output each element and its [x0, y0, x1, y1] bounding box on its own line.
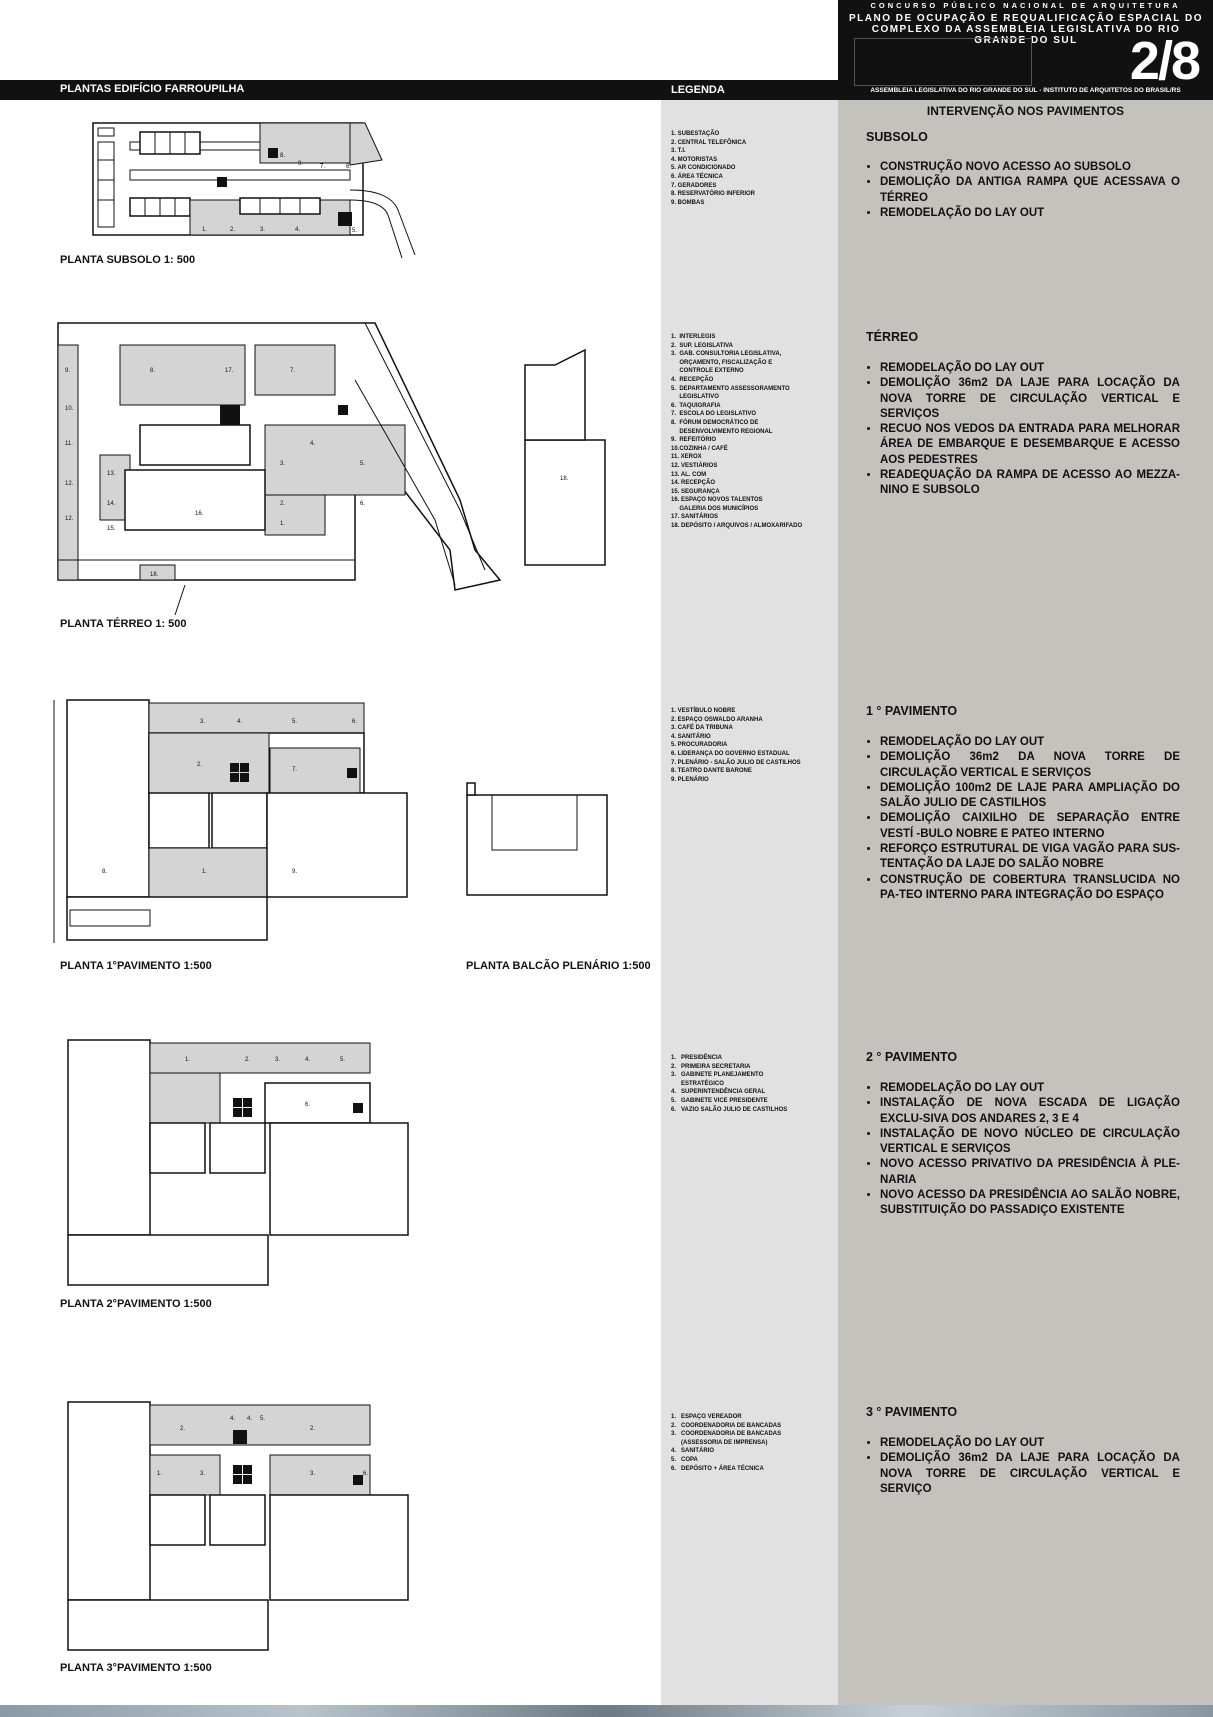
legend-item: 1. PRESIDÊNCIA	[671, 1055, 723, 1061]
svg-text:6.: 6.	[305, 1102, 311, 1108]
svg-text:2.: 2.	[280, 501, 286, 507]
notes-subsolo-list	[866, 160, 1180, 221]
legend-item: 5. AR CONDICIONADO	[671, 165, 736, 172]
terreo-floor-plan	[55, 320, 569, 620]
legend-item: 12. VESTIÁRIOS	[671, 462, 718, 469]
svg-text:17.: 17.	[225, 368, 234, 374]
project-title-line-1: PLANO DE OCUPAÇÃO E REQUALIFICAÇÃO ESPACIAL DO	[848, 13, 1203, 24]
note-item: • DEMOLIÇÃO 100m2 DE LAJE PARA AMPLIAÇÃO DO SALÃO JULIO DE CASTILHOS	[880, 781, 1180, 812]
legend-item: ESTRATÉGICO	[671, 1080, 724, 1087]
pavimento-3-plan-label: PLANTA 3°PAVIMENTO 1:500	[60, 1662, 212, 1674]
notes-pavimento-1-title: 1 ° PAVIMENTO	[866, 704, 958, 718]
svg-text:5.: 5.	[352, 228, 358, 234]
pavimento-1-floor-plan	[52, 698, 612, 948]
legend-item: 3. GABINETE PLANEJAMENTO	[671, 1072, 764, 1079]
institutions-line: ASSEMBLEIA LEGISLATIVA DO RIO GRANDE DO SUL - INSTITUTO DE ARQUITETOS DO BRASIL/RS	[870, 87, 1181, 94]
svg-text:1.: 1.	[185, 1057, 191, 1063]
legend-item: 6. DEPÓSITO + ÁREA TÉCNICA	[671, 1465, 764, 1472]
legend-item: 6. LIDERANÇA DO GOVERNO ESTADUAL	[671, 750, 790, 757]
legend-item: 4. SANITÁRIO	[671, 1448, 715, 1455]
notes-title: INTERVENÇÃO NOS PAVIMENTOS	[926, 104, 1125, 118]
notes-subsolo-title: SUBSOLO	[866, 130, 928, 144]
legend-item: 5. GABINETE VICE PRESIDENTE	[671, 1097, 768, 1104]
svg-text:6.: 6.	[346, 164, 352, 170]
legend-item: 15. SEGURANÇA	[671, 488, 720, 495]
legend-item: 5. DEPARTAMENTO ASSESSORAMENTO	[671, 385, 790, 392]
legend-item: 8. FÓRUM DEMOCRÁTICO DE	[671, 419, 759, 426]
svg-text:5.: 5.	[292, 719, 298, 725]
svg-text:1.: 1.	[202, 227, 208, 233]
note-item: • REMODELAÇÃO DO LAY OUT	[880, 1081, 1180, 1096]
svg-text:2.: 2.	[230, 227, 236, 233]
svg-text:3.: 3.	[200, 719, 206, 725]
legend-subsolo	[671, 130, 755, 207]
svg-text:2.: 2.	[197, 762, 203, 768]
legend-item: 3. GAB. CONSULTORIA LEGISLATIVA,	[671, 351, 782, 358]
legend-item: 8. TEATRO DANTE BARONE	[671, 768, 752, 775]
notes-pavimento-2-title: 2 ° PAVIMENTO	[866, 1050, 958, 1064]
legend-item: 16. ESPAÇO NOVOS TALENTOS	[671, 497, 763, 504]
svg-text:14.: 14.	[107, 501, 116, 507]
legend-item: 1. VESTÍBULO NOBRE	[671, 708, 736, 714]
legend-item: 4. SUPERINTENDÊNCIA GERAL	[671, 1089, 766, 1096]
legend-item: 8. RESERVATÓRIO INFERIOR	[671, 191, 756, 198]
legend-item: 3. CAFÉ DA TRIBUNA	[671, 725, 733, 732]
svg-text:9.: 9.	[65, 368, 71, 374]
svg-text:8.: 8.	[150, 368, 156, 374]
svg-text:4.: 4.	[295, 227, 301, 233]
legend-item: 2. SUP. LEGISLATIVA	[671, 342, 734, 349]
legend-item: 2. PRIMEIRA SECRETARIA	[671, 1063, 751, 1070]
section-title-band	[0, 80, 838, 100]
balcao-plan-label: PLANTA BALCÃO PLENÁRIO 1:500	[466, 960, 651, 972]
legend-item: LEGISLATIVO	[671, 394, 719, 401]
svg-text:1.: 1.	[157, 1471, 163, 1477]
legend-item: 5. COPA	[671, 1456, 698, 1463]
svg-text:9.: 9.	[292, 869, 298, 875]
legend-item: 1. ESPAÇO VEREADOR	[671, 1414, 742, 1420]
legend-item: 14. RECEPÇÃO	[671, 480, 716, 487]
svg-text:10.: 10.	[65, 406, 74, 412]
legend-item: DESENVOLVIMENTO REGIONAL	[671, 428, 773, 435]
notes-pavimento-3-title: 3 ° PAVIMENTO	[866, 1405, 958, 1419]
notes-terreo-title: TÉRREO	[866, 330, 919, 344]
legend-item: 10.COZINHA / CAFÉ	[671, 445, 728, 452]
legend-item: 6. TAQUIGRAFIA	[671, 402, 721, 409]
legend-item: 9. PLENÁRIO	[671, 776, 709, 783]
svg-text:8.: 8.	[280, 153, 286, 159]
legend-item: 4. RECEPÇÃO	[671, 376, 714, 383]
note-item: • INSTALAÇÃO DE NOVA ESCADA DE LIGAÇÃO EXCLU-SIVA DOS ANDARES 2, 3 E 4	[880, 1096, 1180, 1127]
legend-pavimento-2	[671, 1054, 787, 1114]
svg-text:6.: 6.	[360, 501, 366, 507]
note-item: • DEMOLIÇÃO CAIXILHO DE SEPARAÇÃO ENTRE VESTÍ -BULO NOBRE E PATEO INTERNO	[880, 811, 1180, 842]
plans-section-title: PLANTAS EDIFÍCIO FARROUPILHA	[60, 83, 245, 95]
sheet-number: 2/8	[1129, 31, 1199, 91]
svg-text:2.: 2.	[245, 1057, 251, 1063]
logo-placeholder	[854, 38, 1032, 86]
note-item: • DEMOLIÇÃO 36m2 DA LAJE PARA LOCAÇÃO DA NOVA TORRE DE CIRCULAÇÃO VERTICAL E SERVIÇO	[880, 1451, 1180, 1497]
svg-text:4.: 4.	[310, 441, 316, 447]
svg-text:3.: 3.	[280, 461, 286, 467]
contest-name: CONCURSO PÚBLICO NACIONAL DE ARQUITETURA	[870, 1, 1181, 10]
svg-text:16.: 16.	[195, 511, 204, 517]
pavimento-2-plan-label: PLANTA 2°PAVIMENTO 1:500	[60, 1298, 212, 1310]
note-item: • REMODELAÇÃO DO LAY OUT	[880, 361, 1180, 376]
svg-text:12.: 12.	[65, 481, 74, 487]
legend-item: 7. PLENÁRIO - SALÃO JULIO DE CASTILHOS	[671, 759, 801, 766]
notes-pavimento-2-list	[866, 1081, 1180, 1219]
legend-item: 13. AL. COM	[671, 471, 707, 478]
pavimento-1-plan-label: PLANTA 1°PAVIMENTO 1:500	[60, 960, 212, 972]
legend-terreo	[671, 333, 802, 531]
notes-pavimento-1-list	[866, 735, 1180, 903]
note-item: • NOVO ACESSO DA PRESIDÊNCIA AO SALÃO NOBRE, SUBSTITUIÇÃO DO PASSADIÇO EXISTENTE	[880, 1188, 1180, 1219]
legend-item: 2. CENTRAL TELEFÔNICA	[671, 139, 747, 146]
svg-text:2.: 2.	[310, 1426, 316, 1432]
legend-item: 9. BOMBAS	[671, 199, 705, 206]
svg-text:6.: 6.	[363, 1471, 369, 1477]
note-item: • DEMOLIÇÃO DA ANTIGA RAMPA QUE ACESSAVA O TÉRREO	[880, 175, 1180, 206]
legend-item: 5. PROCURADORIA	[671, 742, 728, 749]
svg-text:3.: 3.	[275, 1057, 281, 1063]
notes-terreo-list	[866, 361, 1180, 499]
svg-text:4.: 4.	[237, 719, 243, 725]
legend-item: CONTROLE EXTERNO	[671, 368, 744, 375]
svg-text:5.: 5.	[340, 1057, 346, 1063]
svg-text:3.: 3.	[310, 1471, 316, 1477]
legend-item: 1. SUBESTAÇÃO	[671, 131, 720, 137]
legend-item: 7. ESCOLA DO LEGISLATIVO	[671, 411, 757, 418]
project-title-line-2: COMPLEXO DA ASSEMBLEIA LEGISLATIVA DO RIO GRANDE DO SUL	[871, 24, 1181, 46]
title-block	[838, 0, 1213, 100]
note-item: • DEMOLIÇÃO 36m2 DA NOVA TORRE DE CIRCULAÇÃO VERTICAL E SERVIÇOS	[880, 750, 1180, 781]
subsolo-floor-plan	[90, 120, 390, 265]
svg-text:7.: 7.	[292, 767, 298, 773]
note-item: • REFORÇO ESTRUTURAL DE VIGA VAGÃO PARA SUS-TENTAÇÃO DA LAJE DO SALÃO NOBRE	[880, 842, 1180, 873]
legend-pavimento-1	[671, 707, 801, 784]
svg-text:18.: 18.	[150, 572, 159, 578]
note-item: • REMODELAÇÃO DO LAY OUT	[880, 1436, 1180, 1451]
legend-item: 4. SANITÁRIO	[671, 733, 711, 740]
subsolo-plan-label: PLANTA SUBSOLO 1: 500	[60, 254, 196, 266]
svg-text:4.: 4.	[247, 1416, 253, 1422]
svg-text:1.: 1.	[280, 521, 286, 527]
notes-pavimento-3-list	[866, 1436, 1180, 1497]
legend-item: 18. DEPÓSITO / ARQUIVOS / ALMOXARIFADO	[671, 523, 803, 530]
legend-item: 7. GERADORES	[671, 182, 717, 189]
legend-item: 11. XEROX	[671, 454, 702, 461]
legend-item: GALERIA DOS MUNICÍPIOS	[671, 505, 759, 512]
svg-text:18.: 18.	[560, 476, 569, 482]
note-item: • INSTALAÇÃO DE NOVO NÚCLEO DE CIRCULAÇÃO VERTICAL E SERVIÇOS	[880, 1127, 1180, 1158]
legend-item: 17. SANITÁRIOS	[671, 514, 719, 521]
legend-item: 6. ÁREA TÉCNICA	[671, 173, 723, 180]
note-item: • REMODELAÇÃO DO LAY OUT	[880, 735, 1180, 750]
svg-text:5.: 5.	[360, 461, 366, 467]
svg-text:2.: 2.	[180, 1426, 186, 1432]
svg-text:12.: 12.	[65, 516, 74, 522]
legend-item: 9. REFEITÓRIO	[671, 437, 717, 444]
bottom-photo-strip	[0, 1705, 1213, 1717]
pavimento-2-floor-plan	[65, 1038, 415, 1288]
legend-title: LEGENDA	[671, 84, 725, 96]
note-item: • CONSTRUÇÃO DE COBERTURA TRANSLUCIDA NO PA-TEO INTERNO PARA INTEGRAÇÃO DO ESPAÇO	[880, 873, 1180, 904]
svg-text:3.: 3.	[260, 227, 266, 233]
note-item: • READEQUAÇÃO DA RAMPA DE ACESSO AO MEZZA-NINO E SUBSOLO	[880, 468, 1180, 499]
svg-text:6.: 6.	[352, 719, 358, 725]
svg-text:5.: 5.	[260, 1416, 266, 1422]
pavimento-3-floor-plan	[65, 1400, 415, 1655]
legend-pavimento-3	[671, 1413, 781, 1473]
legend-item: 3. T.I.	[671, 148, 686, 155]
legend-item: 2. COORDENADORIA DE BANCADAS	[671, 1422, 782, 1429]
svg-text:15.: 15.	[107, 526, 116, 532]
legend-item: 4. MOTORISTAS	[671, 156, 718, 163]
svg-text:9.: 9.	[298, 161, 304, 167]
legend-item: 6. VAZIO SALÃO JULIO DE CASTILHOS	[671, 1106, 788, 1113]
svg-text:13.: 13.	[107, 471, 116, 477]
terreo-plan-label: PLANTA TÉRREO 1: 500	[60, 618, 187, 630]
note-item: • NOVO ACESSO PRIVATIVO DA PRESIDÊNCIA À PLE-NARIA	[880, 1157, 1180, 1188]
legend-item: 1. INTERLEGIS	[671, 334, 716, 340]
note-item: • CONSTRUÇÃO NOVO ACESSO AO SUBSOLO	[880, 160, 1180, 175]
legend-item: 2. ESPAÇO OSWALDO ARANHA	[671, 716, 763, 723]
svg-text:8.: 8.	[102, 869, 108, 875]
svg-text:4.: 4.	[305, 1057, 311, 1063]
note-item: • RECUO NOS VEDOS DA ENTRADA PARA MELHORAR ÁREA DE EMBARQUE E DESEMBARQUE E ACESSO AOS PEDESTRES	[880, 422, 1180, 468]
note-item: • DEMOLIÇÃO 36m2 DA LAJE PARA LOCAÇÃO DA NOVA TORRE DE CIRCULAÇÃO VERTICAL E SERVIÇOS	[880, 376, 1180, 422]
note-item: • REMODELAÇÃO DO LAY OUT	[880, 206, 1180, 221]
svg-text:3.: 3.	[200, 1471, 206, 1477]
svg-text:11.: 11.	[65, 441, 73, 447]
legend-item: ORÇAMENTO, FISCALIZAÇÃO E	[671, 359, 773, 366]
svg-text:1.: 1.	[202, 869, 208, 875]
svg-text:7.: 7.	[320, 164, 326, 170]
svg-text:4.: 4.	[230, 1416, 236, 1422]
svg-text:7.: 7.	[290, 368, 296, 374]
legend-item: (ASSESSORIA DE IMPRENSA)	[671, 1439, 768, 1446]
legend-item: 3. COORDENADORIA DE BANCADAS	[671, 1431, 782, 1438]
